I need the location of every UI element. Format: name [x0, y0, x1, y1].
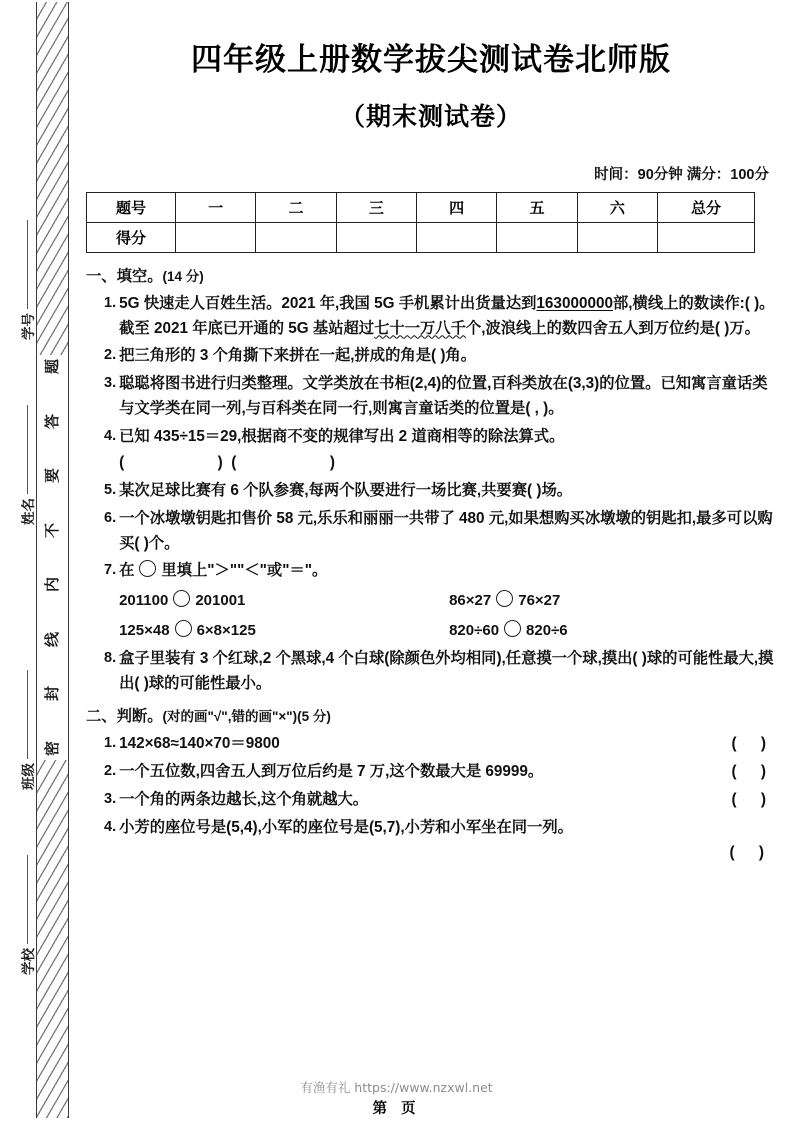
question-item	[86, 372, 776, 422]
comparison-right: 201001	[195, 592, 246, 610]
section-title: 一、填空。	[86, 267, 163, 285]
question-item	[86, 760, 776, 785]
question-text	[119, 788, 776, 813]
question-item	[86, 344, 776, 369]
class-field[interactable]	[17, 670, 37, 790]
comparison-circle-icon[interactable]	[139, 560, 156, 577]
question-number: 5.	[104, 482, 117, 499]
score-cell[interactable]	[336, 222, 416, 252]
question-number: 3.	[104, 375, 117, 392]
student-name-rule	[26, 405, 28, 494]
student-name-field[interactable]	[17, 405, 37, 525]
score-table-col-header-total: 总分	[658, 192, 755, 222]
question-number: 7.	[104, 562, 117, 579]
score-cell[interactable]	[176, 222, 256, 252]
school-label: 学校	[21, 948, 36, 975]
sealing-line-text	[37, 355, 68, 760]
comparison-pair	[119, 589, 449, 613]
school-field[interactable]	[17, 855, 37, 975]
judge-answer-slot[interactable]: ( )	[729, 843, 774, 861]
page-title: 四年级上册数学拔尖测试卷北师版	[191, 42, 671, 77]
question-number: 2.	[104, 347, 117, 364]
comparison-pair	[449, 589, 776, 613]
judge-statement: 小芳的座位号是(5,4),小军的座位号是(5,7),小芳和小军坐在同一列。	[119, 818, 573, 836]
comparison-right: 820÷6	[526, 622, 568, 640]
table-row	[87, 192, 755, 222]
seal-char: 线	[43, 631, 61, 647]
score-table	[86, 192, 755, 253]
section-title: 二、判断。	[86, 708, 163, 726]
score-cell[interactable]	[497, 222, 577, 252]
score-table-col-header: 四	[416, 192, 496, 222]
comparison-pair	[449, 619, 776, 643]
question-item	[86, 647, 776, 697]
seal-char: 封	[43, 686, 61, 702]
question-number: 1.	[104, 735, 117, 752]
score-cell-total[interactable]	[658, 222, 755, 252]
student-id-rule	[26, 220, 28, 309]
q4-answer-slots[interactable]: ( ) ( )	[119, 454, 335, 472]
question-item	[86, 816, 776, 866]
class-rule	[26, 670, 28, 759]
judge-answer-slot[interactable]: ( )	[731, 790, 776, 808]
question-number: 6.	[104, 509, 117, 526]
question-text	[119, 425, 776, 477]
seal-char: 题	[43, 358, 61, 375]
comparison-circle-icon[interactable]	[504, 620, 521, 637]
question-number: 2.	[104, 763, 117, 780]
section-points: (对的画"√",错的画"×")(5 分)	[162, 709, 331, 725]
judge-statement: 一个五位数,四舍五人到万位后约是 7 万,这个数最大是 69999。	[119, 763, 544, 781]
question-item	[86, 732, 776, 757]
seal-char: 密	[43, 740, 61, 756]
section-heading-judgement	[86, 705, 776, 729]
exam-paper	[86, 0, 776, 1122]
exam-meta: 时间：90分钟 满分：100分	[594, 166, 769, 183]
comparison-left: 125×48	[119, 622, 170, 640]
student-id-label: 学号	[21, 313, 36, 340]
seal-char: 内	[43, 577, 61, 593]
question-item	[86, 559, 776, 643]
comparison-right: 76×27	[518, 592, 561, 610]
student-id-field[interactable]	[17, 220, 37, 340]
comparison-grid	[119, 589, 776, 644]
q1-wavy-number: 七十一万八千	[374, 319, 466, 337]
judge-statement: 一个角的两条边越长,这个角就越大。	[119, 790, 369, 808]
score-table-col-header: 六	[577, 192, 657, 222]
question-number: 1.	[104, 294, 117, 311]
question-item	[86, 788, 776, 813]
question-number: 8.	[104, 649, 117, 666]
section-points: (14 分)	[162, 268, 204, 284]
seal-char: 不	[43, 522, 61, 538]
q7-prompt-after: 里填上"＞""＜"或"＝"。	[161, 562, 328, 580]
comparison-right: 6×8×125	[196, 622, 256, 640]
page-number-footer: 第 页	[372, 1101, 421, 1117]
page-subtitle: （期末测试卷）	[339, 102, 522, 131]
judge-statement: 142×68≈140×70＝9800	[119, 735, 280, 753]
section-heading-fill-in	[86, 265, 776, 289]
score-cell[interactable]	[256, 222, 336, 252]
judge-answer-slot[interactable]: ( )	[731, 735, 776, 753]
q1-part-a: 5G 快速走人百姓生活。2021 年,我国 5G 手机累计出货量达到	[119, 294, 537, 312]
score-cell[interactable]	[416, 222, 496, 252]
q4-prompt: 已知 435÷15＝29,根据商不变的规律写出 2 道商相等的除法算式。	[119, 427, 565, 445]
question-text: 一个冰墩墩钥匙扣售价 58 元,乐乐和丽丽一共带了 480 元,如果想购买冰墩墩的钥匙扣,最多可以购买( )个。	[119, 509, 773, 552]
school-rule	[26, 855, 28, 944]
title-block	[86, 0, 776, 133]
score-cell[interactable]	[577, 222, 657, 252]
comparison-left: 201100	[119, 592, 169, 610]
question-text	[119, 559, 776, 643]
comparison-circle-icon[interactable]	[173, 590, 190, 607]
score-table-row-label: 得分	[87, 222, 176, 252]
score-table-col-header: 五	[497, 192, 577, 222]
question-number: 3.	[104, 790, 117, 807]
site-watermark: 有渔有礼 https://www.nzxwl.net	[300, 1080, 493, 1095]
question-item	[86, 479, 776, 504]
q1-underlined-number: 163000000	[536, 294, 613, 312]
judge-answer-slot[interactable]: ( )	[731, 763, 776, 781]
question-text	[119, 292, 776, 342]
score-table-col-header: 三	[336, 192, 416, 222]
class-label: 班级	[21, 763, 36, 790]
score-table-col-header: 一	[176, 192, 256, 222]
question-text	[119, 816, 776, 866]
question-item	[86, 292, 776, 342]
question-text: 把三角形的 3 个角撕下来拼在一起,拼成的角是( )角。	[119, 347, 477, 365]
score-table-row-label: 题号	[87, 192, 176, 222]
table-row	[87, 222, 755, 252]
question-text: 盒子里装有 3 个红球,2 个黑球,4 个白球(除颜色外均相同),任意摸一个球,摸出( )球的可能性最大,摸出( )球的可能性最小。	[119, 649, 774, 692]
q7-prompt-before: 在	[119, 562, 135, 580]
question-text: 聪聪将图书进行归类整理。文学类放在书柜(2,4)的位置,百科类放在(3,3)的位置。已知寓言童话类与文学类在同一列,与百科类在同一行,则寓言童话类的位置是( , )。	[119, 375, 768, 417]
q1-part-c: 个,波浪线上的数四舍五人到万位约是( )万。	[465, 319, 760, 337]
q1-part-b: 部,横线上的数读作:( )。截至 2021 年底已开通的 5G 基站超过	[119, 294, 775, 337]
score-table-col-header: 二	[256, 192, 336, 222]
comparison-circle-icon[interactable]	[175, 620, 192, 637]
question-text: 某次足球比赛有 6 个队参赛,每两个队要进行一场比赛,共要赛( )场。	[119, 482, 573, 500]
comparison-left: 820÷60	[449, 622, 500, 640]
question-item	[86, 425, 776, 477]
question-item	[86, 507, 776, 557]
comparison-pair	[119, 619, 449, 643]
question-number: 4.	[104, 818, 117, 835]
question-text	[119, 732, 776, 757]
student-name-label: 姓名	[21, 498, 36, 525]
seal-char: 答	[43, 413, 61, 429]
question-content	[86, 265, 776, 866]
question-text	[119, 760, 776, 785]
question-number: 4.	[104, 427, 117, 444]
comparison-circle-icon[interactable]	[496, 590, 513, 607]
comparison-left: 86×27	[449, 592, 492, 610]
seal-char: 要	[43, 468, 61, 484]
